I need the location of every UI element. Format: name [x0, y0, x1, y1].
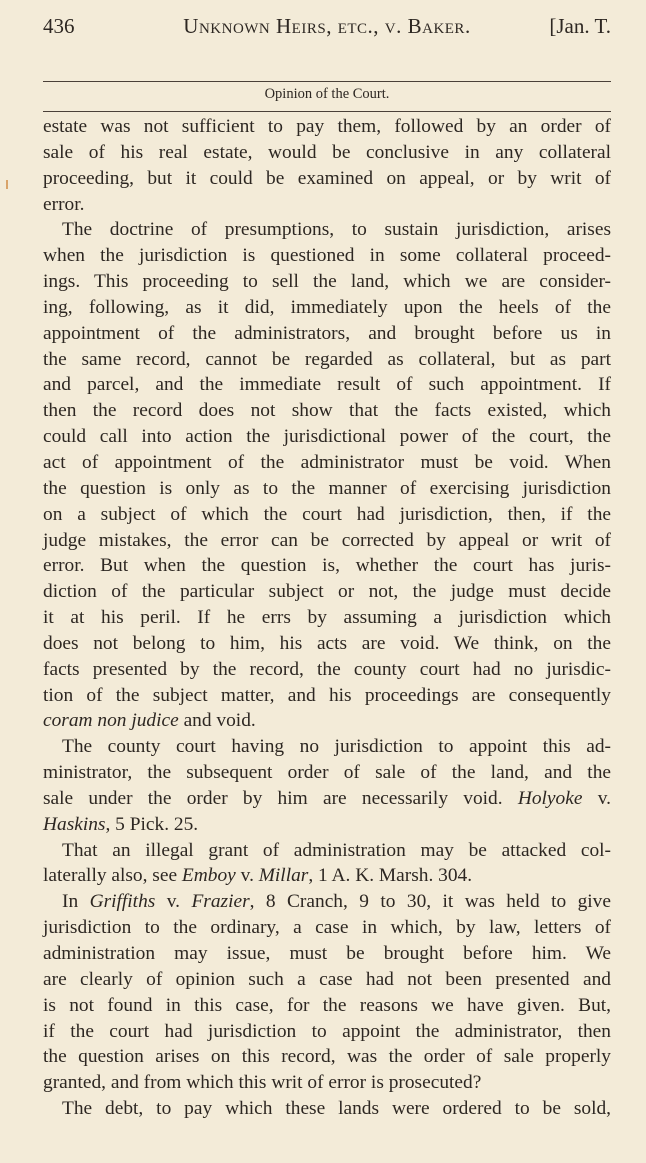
text-line	[43, 863, 611, 889]
text-line	[43, 553, 611, 579]
text-line	[43, 372, 611, 398]
text-segment: could call into action the jurisdictional power of the court, the	[43, 426, 611, 448]
text-line	[43, 967, 611, 993]
text-line	[43, 760, 611, 786]
text-line	[43, 812, 611, 838]
text-line	[43, 786, 611, 812]
term-label: [Jan. T.	[549, 14, 611, 38]
text-segment: does not belong to him, his acts are void. We think, on the	[43, 632, 611, 654]
text-line	[43, 140, 611, 166]
italic-citation: coram non judice	[43, 710, 179, 732]
italic-citation: Haskins	[43, 813, 106, 835]
text-segment: jurisdiction to the ordinary, a case in which, by law, letters of	[43, 917, 611, 939]
text-line	[43, 1019, 611, 1045]
text-line	[43, 243, 611, 269]
text-segment: proceeding, but it could be examined on appeal, or by writ of	[43, 167, 611, 189]
italic-citation: Millar	[258, 865, 309, 887]
text-line	[43, 708, 611, 734]
text-line	[43, 166, 611, 192]
text-segment: v.	[155, 891, 192, 913]
italic-citation: Griffiths	[89, 891, 156, 913]
text-segment: The county court having no jurisdiction to appoint this ad-	[62, 736, 611, 758]
text-line	[43, 424, 611, 450]
text-segment: appointment of the administrators, and brought before us in	[43, 322, 611, 344]
text-segment: act of appointment of the administrator must be void. When	[43, 451, 611, 473]
text-line	[43, 347, 611, 373]
text-segment: ministrator, the subsequent order of sale of the land, and the	[43, 762, 611, 784]
text-segment: sale under the order by him are necessarily void.	[43, 787, 518, 809]
text-segment: In	[62, 891, 90, 913]
text-line	[43, 476, 611, 502]
text-line	[43, 114, 611, 140]
text-line	[43, 631, 611, 657]
text-segment: then the record does not show that the facts existed, which	[43, 400, 611, 422]
text-line	[43, 398, 611, 424]
text-line	[43, 450, 611, 476]
text-line	[43, 192, 611, 218]
text-segment: when the jurisdiction is questioned in some collateral proceed-	[43, 245, 611, 267]
text-segment: and parcel, and the immediate result of such appointment. If	[43, 374, 611, 396]
subheading-rule	[43, 111, 611, 112]
text-segment: are clearly of opinion such a case had not been presented and	[43, 968, 611, 990]
italic-citation: Frazier	[191, 891, 250, 913]
text-segment: error. But when the question is, whether the court has juris-	[43, 555, 611, 577]
text-line	[43, 269, 611, 295]
text-line	[43, 889, 611, 915]
text-line	[43, 605, 611, 631]
text-line	[43, 295, 611, 321]
text-line	[43, 1044, 611, 1070]
text-segment: ings. This proceeding to sell the land, which we are consider-	[43, 271, 611, 293]
section-subheading: Opinion of the Court.	[264, 86, 390, 102]
text-segment: ing, following, as it did, immediately upon the heels of the	[43, 296, 611, 318]
text-segment: tion of the subject matter, and his proceedings are consequently	[43, 684, 611, 706]
text-segment: and void.	[178, 710, 256, 732]
text-segment: if the court had jurisdiction to appoint the administrator, then	[43, 1020, 611, 1042]
text-segment: error.	[43, 193, 85, 215]
text-line	[43, 683, 611, 709]
text-segment: , 5 Pick. 25.	[105, 813, 199, 835]
text-segment: The debt, to pay which these lands were ordered to be sold,	[62, 1098, 611, 1120]
header-rule	[43, 81, 611, 82]
text-segment: , 8 Cranch, 9 to 30, it was held to give	[249, 891, 611, 913]
text-line	[43, 321, 611, 347]
text-segment: That an illegal grant of administration may be attacked col-	[62, 839, 611, 861]
text-line	[43, 915, 611, 941]
italic-citation: Holyoke	[517, 787, 583, 809]
text-segment: facts presented by the record, the county court had no jurisdic-	[43, 658, 611, 680]
text-segment: the question arises on this record, was the order of sale properly	[43, 1046, 611, 1068]
text-segment: granted, and from which this writ of error is prosecuted?	[43, 1072, 482, 1094]
text-line	[43, 838, 611, 864]
text-line	[43, 941, 611, 967]
text-segment: it at his peril. If he errs by assuming a jurisdiction which	[43, 607, 611, 629]
text-line	[43, 993, 611, 1019]
text-segment: v.	[235, 865, 259, 887]
text-segment: v.	[582, 787, 611, 809]
text-segment: estate was not sufficient to pay them, followed by an order of	[43, 116, 611, 137]
text-line	[43, 502, 611, 528]
text-line	[43, 657, 611, 683]
text-line	[43, 528, 611, 554]
text-segment: the question is only as to the manner of exercising jurisdiction	[43, 477, 611, 499]
text-segment: is not found in this case, for the reasons we have given. But,	[43, 994, 611, 1016]
running-title: Unknown Heirs, etc., v. Baker.	[183, 14, 471, 38]
text-segment: on a subject of which the court had jurisdiction, then, if the	[43, 503, 611, 525]
text-segment: diction of the particular subject or not, the judge must decide	[43, 581, 611, 603]
text-segment: judge mistakes, the error can be corrected by appeal or writ of	[43, 529, 611, 551]
margin-mark	[6, 180, 8, 189]
text-segment: laterally also, see	[43, 865, 182, 887]
running-header	[43, 14, 611, 42]
text-line	[43, 579, 611, 605]
text-segment: administration may issue, must be brought before him. We	[43, 943, 611, 964]
text-line	[43, 1096, 611, 1122]
text-line	[43, 1070, 611, 1096]
text-segment: sale of his real estate, would be conclusive in any collateral	[43, 141, 611, 163]
text-line	[43, 734, 611, 760]
opinion-text	[43, 114, 611, 1122]
text-segment: the same record, cannot be regarded as collateral, but as part	[43, 348, 611, 370]
text-segment: The doctrine of presumptions, to sustain jurisdiction, arises	[62, 219, 611, 241]
italic-citation: Emboy	[181, 865, 236, 887]
text-segment: , 1 A. K. Marsh. 304.	[308, 865, 473, 887]
text-line	[43, 217, 611, 243]
page-number: 436	[43, 14, 75, 38]
